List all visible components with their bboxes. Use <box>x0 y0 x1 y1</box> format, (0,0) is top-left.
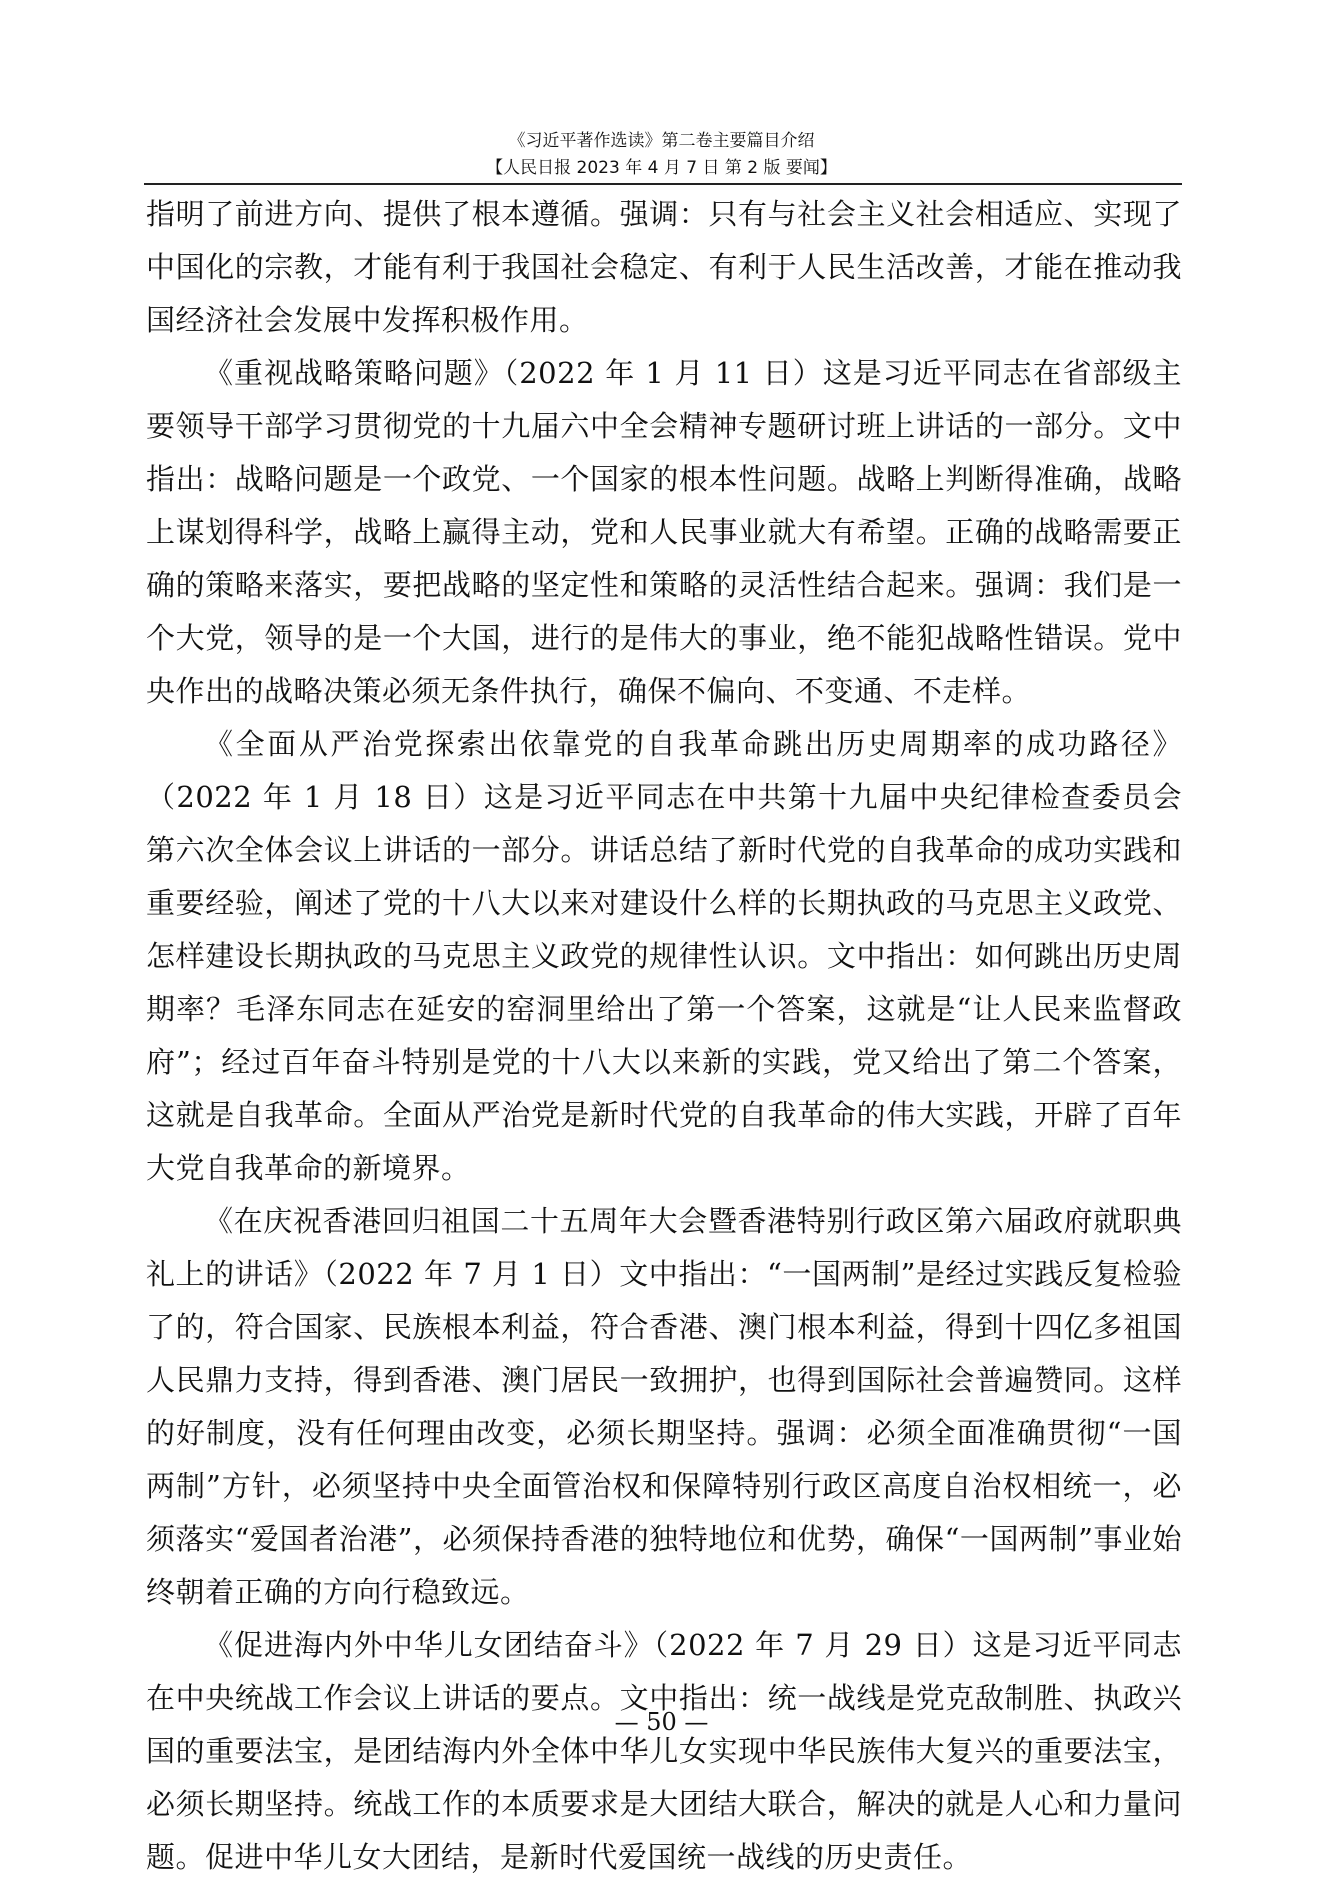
header-divider <box>144 183 1182 185</box>
paragraph-self-reform: 《全面从严治党探索出依靠党的自我革命跳出历史周期率的成功路径》（2022 年 1 月 18 日）这是习近平同志在中共第十九届中央纪律检查委员会第六次全体会议上讲话的一部分。讲话总结了新时代党的自我革命的成功实践和重要经验，阐述了党的十八大以来对建设什么样的长期执政的马克思主义政党、怎样建设长期执政的马克思主义政党的规律性认识。文中指出：如何跳出历史周期率？毛泽东同志在延安的窑洞里给出了第一个答案，这就是“让人民来监督政府”；经过百年奋斗特别是党的十八大以来新的实践，党又给出了第二个答案，这就是自我革命。全面从严治党是新时代党的自我革命的伟大实践，开辟了百年大党自我革命的新境界。 <box>146 727 1182 1185</box>
page-header <box>0 128 1323 182</box>
paragraph-strategy-tactics: 《重视战略策略问题》（2022 年 1 月 11 日）这是习近平同志在省部级主要领导干部学习贯彻党的十九届六中全会精神专题研讨班上讲话的一部分。文中指出：战略问题是一个政党、一个国家的根本性问题。战略上判断得准确，战略上谋划得科学，战略上赢得主动，党和人民事业就大有希望。正确的战略需要正确的策略来落实，要把战略的坚定性和策略的灵活性结合起来。强调：我们是一个大党，领导的是一个大国，进行的是伟大的事业，绝不能犯战略性错误。党中央作出的战略决策必须无条件执行，确保不偏向、不变通、不走样。 <box>146 356 1182 708</box>
page-number: — 50 — <box>614 1708 709 1736</box>
paragraph-continuation: 指明了前进方向、提供了根本遵循。强调：只有与社会主义社会相适应、实现了中国化的宗教，才能有利于我国社会稳定、有利于人民生活改善，才能在推动我国经济社会发展中发挥积极作用。 <box>146 197 1182 337</box>
header-source: 【人民日报 2023 年 4 月 7 日 第 2 版 要闻】 <box>486 158 837 178</box>
header-title: 《习近平著作选读》第二卷主要篇目介绍 <box>508 131 815 151</box>
paragraph-hong-kong: 《在庆祝香港回归祖国二十五周年大会暨香港特别行政区第六届政府就职典礼上的讲话》（2022 年 7 月 1 日）文中指出：“一国两制”是经过实践反复检验了的，符合国家、民族根本利益，符合香港、澳门根本利益，得到十四亿多祖国人民鼎力支持，得到香港、澳门居民一致拥护，也得到国际社会普遍赞同。这样的好制度，没有任何理由改变，必须长期坚持。强调：必须全面准确贯彻“一国两制”方针，必须坚持中央全面管治权和保障特别行政区高度自治权相统一，必须落实“爱国者治港”，必须保持香港的独特地位和优势，确保“一国两制”事业始终朝着正确的方向行稳致远。 <box>146 1204 1182 1609</box>
paragraph-united-front: 《促进海内外中华儿女团结奋斗》（2022 年 7 月 29 日）这是习近平同志在中央统战工作会议上讲话的要点。文中指出：统一战线是党克敌制胜、执政兴国的重要法宝，是团结海内外全体中华儿女实现中华民族伟大复兴的重要法宝，必须长期坚持。统战工作的本质要求是大团结大联合，解决的就是人心和力量问题。促进中华儿女大团结，是新时代爱国统一战线的历史责任。 <box>146 1628 1182 1874</box>
article-body <box>146 188 1182 1884</box>
